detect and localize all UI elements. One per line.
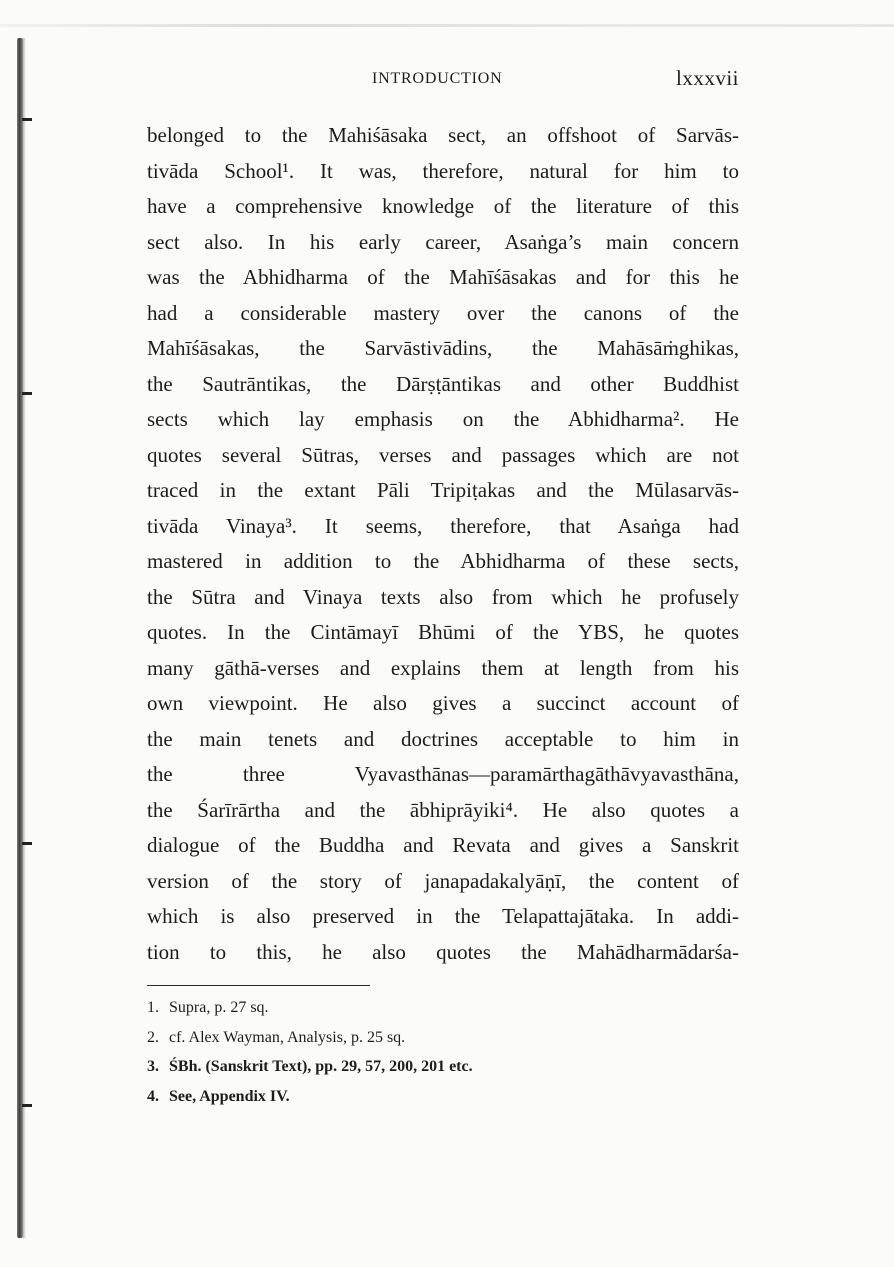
text-line: mastered in addition to the Abhidharma of these sects, <box>147 549 739 573</box>
text-line: version of the story of janapadakalyāṇī, the content of <box>147 868 739 893</box>
text-line: the main tenets and doctrines acceptable to him in <box>147 726 739 751</box>
footnote-divider <box>147 985 370 986</box>
running-title: INTRODUCTION <box>372 70 503 87</box>
book-binding-edge <box>17 38 23 1238</box>
text-line: sects which lay emphasis on the Abhidharma². He <box>147 407 739 431</box>
footnote-number: 2. <box>147 1028 159 1046</box>
text-line: tivāda School¹. It was, therefore, natural for him to <box>147 158 739 183</box>
text-line: tion to this, he also quotes the Mahādharmādarśa- <box>147 939 739 964</box>
footnote-number: 4. <box>147 1087 159 1105</box>
footnote-item <box>147 993 739 1023</box>
footnote-item <box>147 1023 739 1053</box>
footnote-text: ŚBh. (Sanskrit Text), pp. 29, 57, 200, 201 etc. <box>169 1058 473 1075</box>
text-line: the Śarīrārtha and the ābhiprāyiki⁴. He also quotes a <box>147 797 739 822</box>
text-line: was the Abhidharma of the Mahīśāsakas and for this he <box>147 265 739 289</box>
text-line: traced in the extant Pāli Tripiṭakas and the Mūlasarvās- <box>147 478 739 502</box>
binding-mark <box>22 118 32 121</box>
text-line: have a comprehensive knowledge of the literature of this <box>147 194 739 218</box>
footnotes <box>147 993 739 1111</box>
binding-mark <box>22 1104 32 1107</box>
scan-edge-top <box>0 24 894 27</box>
body-paragraph <box>147 118 739 970</box>
text-line: the three Vyavasthānas—paramārthagāthāvyavasthāna, <box>147 762 739 786</box>
text-line: quotes several Sūtras, verses and passages which are not <box>147 442 739 467</box>
footnote-text: See, Appendix IV. <box>169 1087 290 1105</box>
page-number: lxxxvii <box>675 66 739 90</box>
text-line: the Sūtra and Vinaya texts also from which he profusely <box>147 584 739 609</box>
footnote-text: cf. Alex Wayman, Analysis, p. 25 sq. <box>169 1028 406 1046</box>
text-line: had a considerable mastery over the canons of the <box>147 300 739 325</box>
text-line: which is also preserved in the Telapattajātaka. In addi- <box>147 904 739 928</box>
running-head <box>147 66 739 96</box>
footnote-number: 3. <box>147 1058 159 1075</box>
text-line: many gāthā-verses and explains them at length from his <box>147 655 739 680</box>
text-line: the Sautrāntikas, the Dārṣṭāntikas and other Buddhist <box>147 371 739 396</box>
footnote-item <box>147 1052 739 1082</box>
text-line: own viewpoint. He also gives a succinct account of <box>147 691 739 715</box>
text-line: quotes. In the Cintāmayī Bhūmi of the YBS, he quotes <box>147 620 739 644</box>
text-line: dialogue of the Buddha and Revata and gives a Sanskrit <box>147 833 739 857</box>
footnote-text: Supra, p. 27 sq. <box>169 999 269 1016</box>
text-line: sect also. In his early career, Asaṅga’s main concern <box>147 229 739 254</box>
binding-mark <box>22 392 32 395</box>
text-line: belonged to the Mahiśāsaka sect, an offshoot of Sarvās- <box>147 123 739 147</box>
text-line: Mahīśāsakas, the Sarvāstivādins, the Mahāsāṁghikas, <box>147 336 739 360</box>
footnote-item <box>147 1082 739 1112</box>
text-line: tivāda Vinaya³. It seems, therefore, that Asaṅga had <box>147 513 739 538</box>
binding-mark <box>22 842 32 845</box>
footnote-number: 1. <box>147 999 159 1016</box>
